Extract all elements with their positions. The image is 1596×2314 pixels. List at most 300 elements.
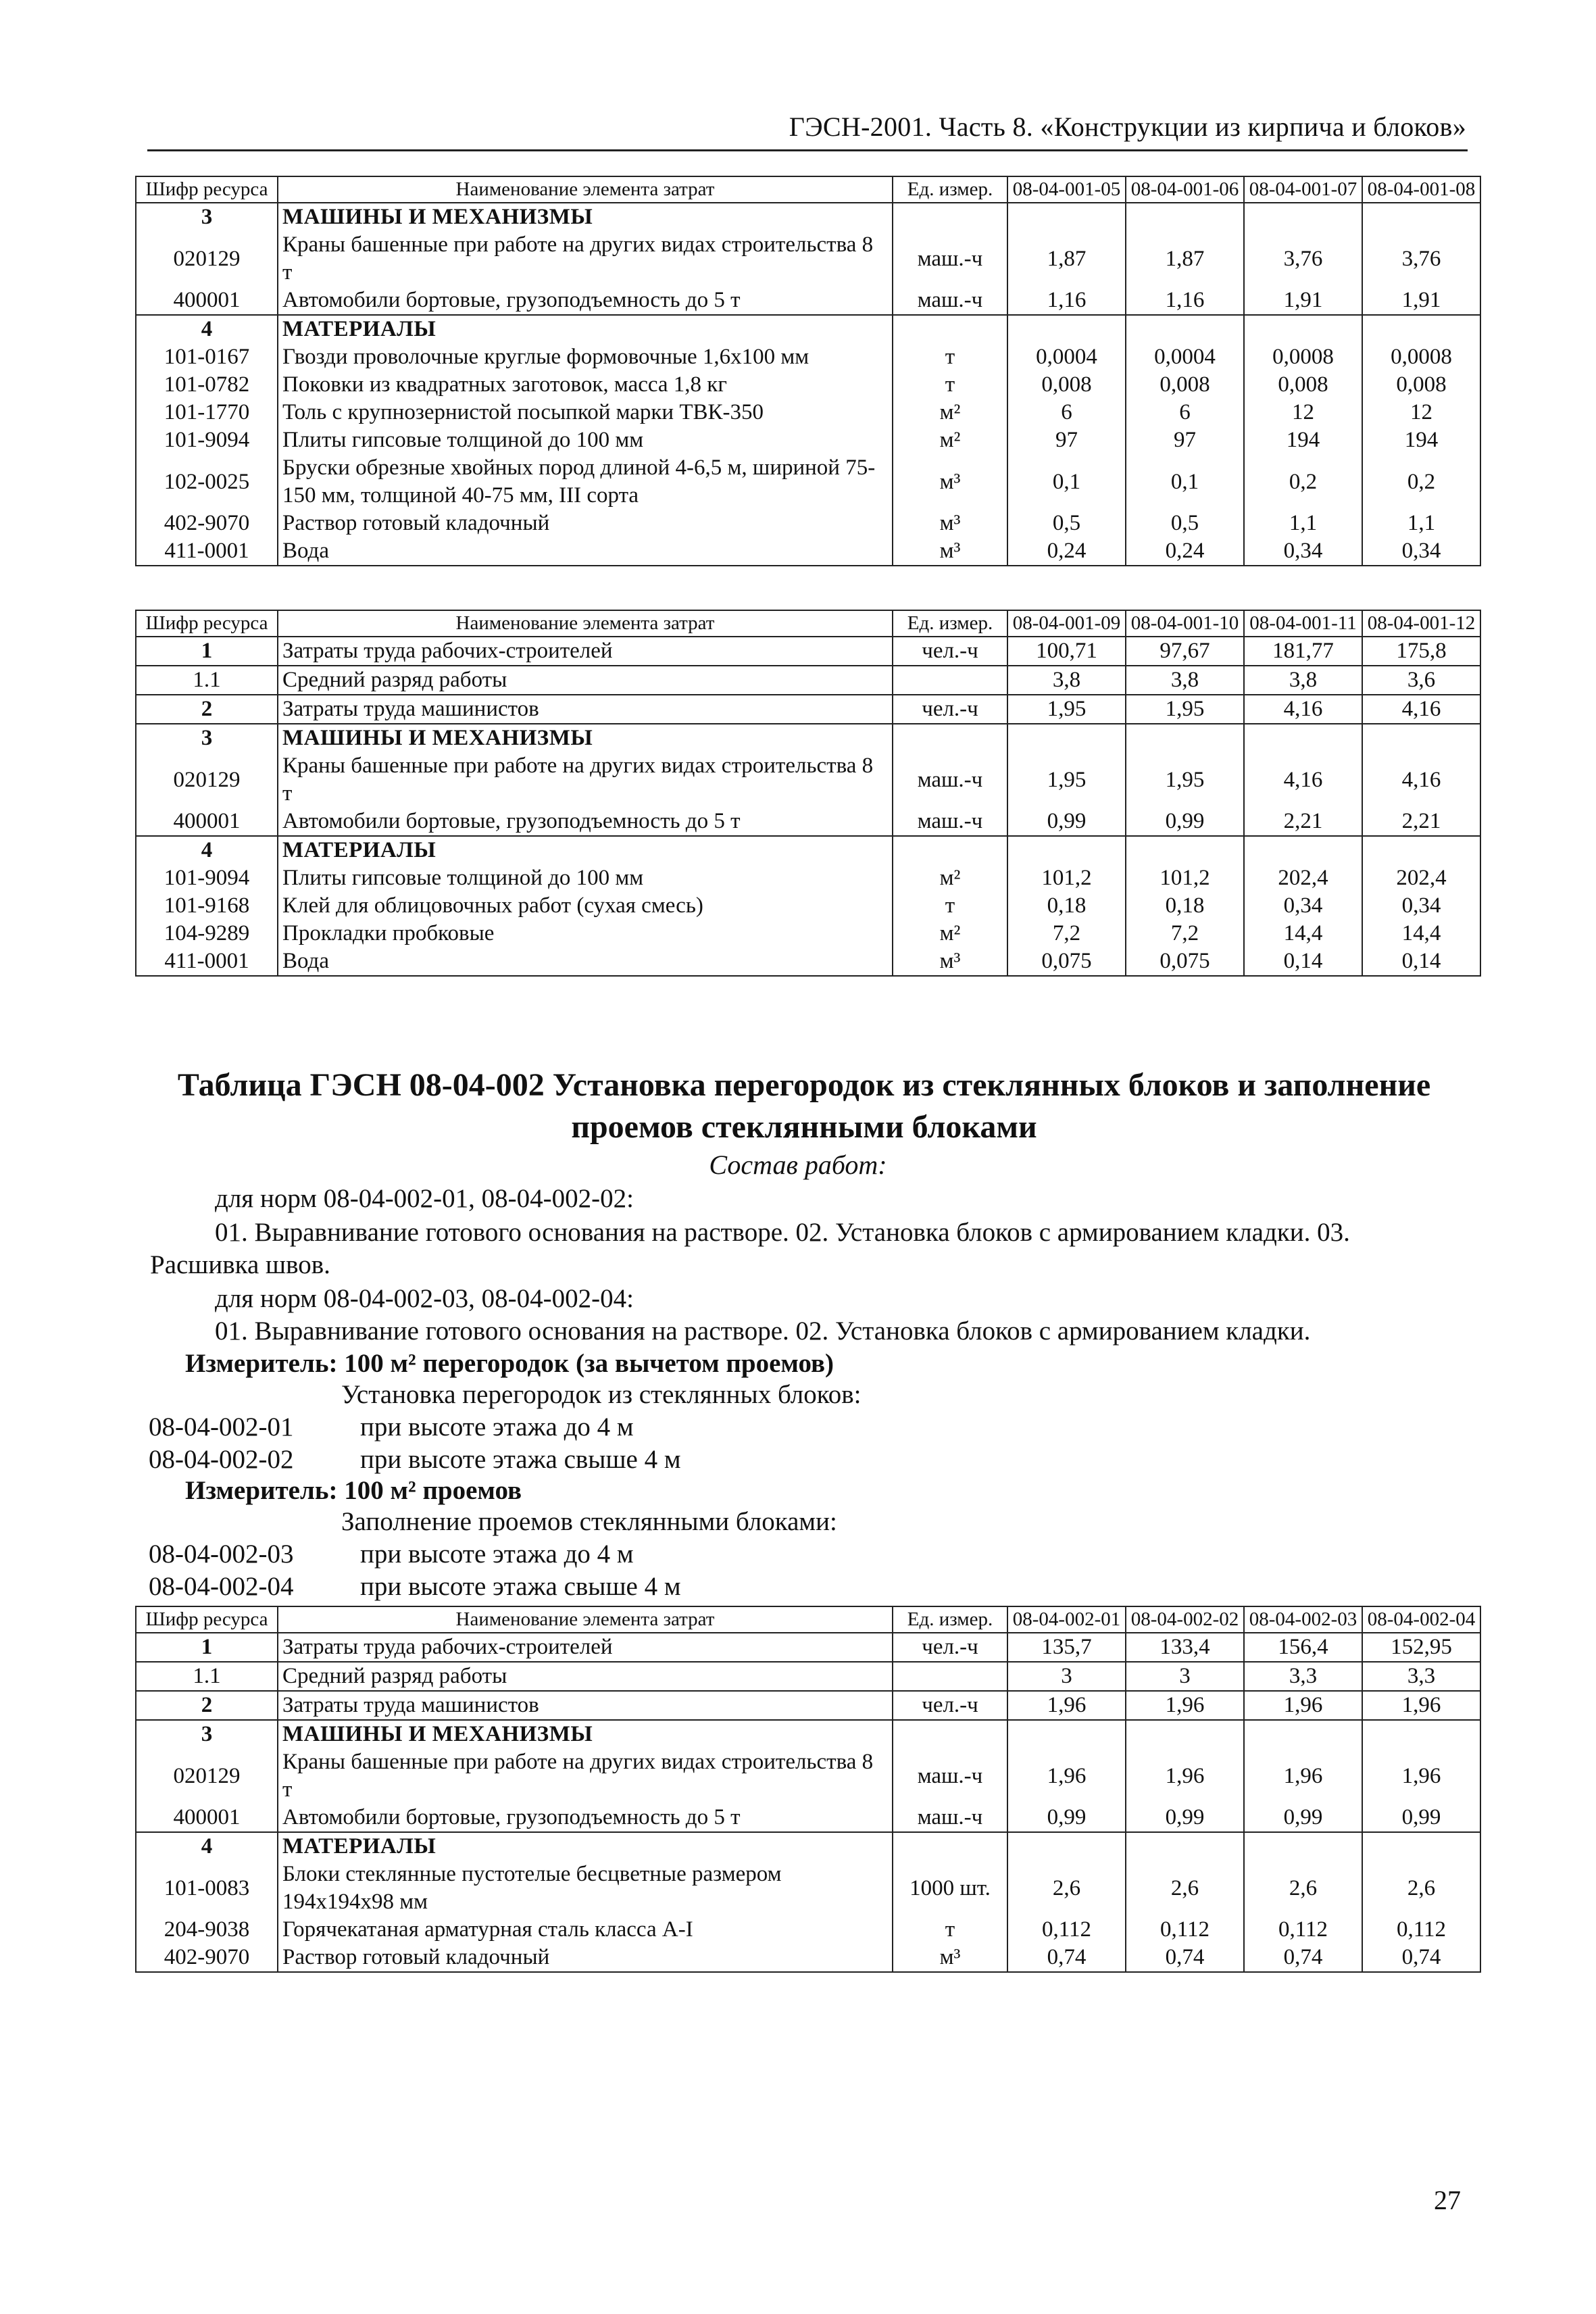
unit (893, 315, 1007, 343)
norm-value: 0,99 (1007, 1804, 1126, 1832)
norm-value: 1,87 (1126, 231, 1244, 287)
header-norm-code: 08-04-001-08 (1362, 176, 1480, 203)
norm-value: 6 (1126, 399, 1244, 426)
resource-code: 1 (136, 637, 278, 666)
norm-value: 2,21 (1362, 808, 1480, 836)
norm-value: 0,24 (1126, 537, 1244, 566)
norm-value: 0,1 (1126, 454, 1244, 510)
table-row (136, 426, 1480, 454)
section-title: МАШИНЫ И МЕХАНИЗМЫ (278, 203, 893, 231)
unit (893, 1720, 1007, 1748)
cost-item-name: Автомобили бортовые, грузоподъемность до 5 т (278, 1804, 893, 1832)
cost-item-name: Блоки стеклянные пустотелые бесцветные размером 194х194х98 мм (278, 1861, 893, 1916)
header-code: Шифр ресурса (136, 176, 278, 203)
norm-value: 0,5 (1126, 510, 1244, 537)
norm-value: 4,16 (1244, 695, 1362, 724)
unit: м³ (893, 454, 1007, 510)
norm-value: 181,77 (1244, 637, 1362, 666)
norm-value (1126, 315, 1244, 343)
norm-value: 0,18 (1007, 892, 1126, 920)
cost-item-name: Автомобили бортовые, грузоподъемность до 5 т (278, 287, 893, 315)
table-row (136, 1662, 1480, 1691)
norm-value: 1,1 (1244, 510, 1362, 537)
resource-code: 411-0001 (136, 537, 278, 566)
unit: м³ (893, 510, 1007, 537)
resource-code: 4 (136, 315, 278, 343)
norm-value (1007, 1720, 1126, 1748)
header-code: Шифр ресурса (136, 1606, 278, 1633)
resource-code: 020129 (136, 1748, 278, 1804)
resource-code: 101-9168 (136, 892, 278, 920)
table-row (136, 864, 1480, 892)
header-norm-code: 08-04-002-04 (1362, 1606, 1480, 1633)
cost-item-name: Автомобили бортовые, грузоподъемность до 5 т (278, 808, 893, 836)
norm-value (1362, 315, 1480, 343)
resource-code: 101-0083 (136, 1861, 278, 1916)
norm-value: 1,87 (1007, 231, 1126, 287)
cost-item-name: Толь с крупнозернистой посыпкой марки ТВК-350 (278, 399, 893, 426)
table-row (136, 287, 1480, 315)
norm-value: 1,96 (1126, 1691, 1244, 1720)
measure-1-text-1: при высоте этажа до 4 м (360, 1412, 634, 1442)
unit (893, 666, 1007, 695)
norm-value (1126, 1832, 1244, 1861)
measure-2-code-2: 08-04-002-04 (149, 1572, 294, 1601)
norm-value (1007, 836, 1126, 864)
norm-value: 0,99 (1007, 808, 1126, 836)
norm-value: 0,99 (1126, 1804, 1244, 1832)
cost-item-name: Горячекатаная арматурная сталь класса А-I (278, 1916, 893, 1944)
resource-code: 204-9038 (136, 1916, 278, 1944)
header-norm-code: 08-04-001-12 (1362, 610, 1480, 637)
page-number: 27 (1434, 2185, 1461, 2215)
table-row (136, 695, 1480, 724)
section-title: МАШИНЫ И МЕХАНИЗМЫ (278, 724, 893, 752)
header-norm-code: 08-04-001-09 (1007, 610, 1126, 637)
norm-value (1126, 724, 1244, 752)
norm-value: 97,67 (1126, 637, 1244, 666)
norm-value (1007, 1832, 1126, 1861)
norm-value: 202,4 (1244, 864, 1362, 892)
resource-code: 411-0001 (136, 947, 278, 976)
norm-value: 0,74 (1244, 1944, 1362, 1972)
norm-value (1244, 724, 1362, 752)
norm-value: 14,4 (1244, 920, 1362, 947)
norm-value: 3,8 (1126, 666, 1244, 695)
norm-value: 101,2 (1126, 864, 1244, 892)
norm-value: 0,99 (1362, 1804, 1480, 1832)
norm-value: 0,075 (1007, 947, 1126, 976)
table-row (136, 454, 1480, 510)
resource-code: 4 (136, 1832, 278, 1861)
header-norm-code: 08-04-001-11 (1244, 610, 1362, 637)
header-code: Шифр ресурса (136, 610, 278, 637)
resource-code: 2 (136, 1691, 278, 1720)
norm-value: 1,96 (1362, 1691, 1480, 1720)
resource-code: 1.1 (136, 666, 278, 695)
norm-value: 0,112 (1126, 1916, 1244, 1944)
norm-value: 2,6 (1126, 1861, 1244, 1916)
table-row (136, 752, 1480, 808)
norm-value: 4,16 (1244, 752, 1362, 808)
table-row (136, 1944, 1480, 1972)
norm-table-1 (135, 176, 1481, 566)
header-name: Наименование элемента затрат (278, 176, 893, 203)
cost-item-name: Затраты труда рабочих-строителей (278, 1633, 893, 1662)
composition-text-1b: Расшивка швов. (150, 1250, 330, 1279)
table-row (136, 371, 1480, 399)
cost-item-name: Краны башенные при работе на других видах строительства 8 т (278, 752, 893, 808)
norm-value: 0,2 (1244, 454, 1362, 510)
norm-value: 97 (1007, 426, 1126, 454)
norm-value: 1,91 (1244, 287, 1362, 315)
table-row (136, 343, 1480, 371)
norm-value: 7,2 (1007, 920, 1126, 947)
section-row (136, 836, 1480, 864)
norm-value: 0,74 (1126, 1944, 1244, 1972)
table-header-row (136, 176, 1480, 203)
norm-value: 3,8 (1244, 666, 1362, 695)
table-row (136, 637, 1480, 666)
unit: м² (893, 920, 1007, 947)
norm-value: 1,96 (1007, 1748, 1126, 1804)
unit (893, 836, 1007, 864)
unit: м² (893, 426, 1007, 454)
unit (893, 1832, 1007, 1861)
norm-value: 2,6 (1007, 1861, 1126, 1916)
norm-value: 3 (1126, 1662, 1244, 1691)
norm-value: 0,0004 (1126, 343, 1244, 371)
header-rule (147, 149, 1468, 151)
composition-text-2: 01. Выравнивание готового основания на растворе. 02. Установка блоков с армированием кладки. (215, 1316, 1311, 1346)
cost-item-name: Раствор готовый кладочный (278, 510, 893, 537)
table-row (136, 947, 1480, 976)
resource-code: 2 (136, 695, 278, 724)
table-row (136, 1916, 1480, 1944)
header-unit: Ед. измер. (893, 610, 1007, 637)
table-row (136, 1633, 1480, 1662)
norm-value: 100,71 (1007, 637, 1126, 666)
norm-value: 0,34 (1244, 892, 1362, 920)
header-name: Наименование элемента затрат (278, 1606, 893, 1633)
cost-item-name: Бруски обрезные хвойных пород длиной 4-6,5 м, шириной 75-150 мм, толщиной 40-75 мм, III сорта (278, 454, 893, 510)
cost-item-name: Прокладки пробковые (278, 920, 893, 947)
norm-value: 3,6 (1362, 666, 1480, 695)
cost-item-name: Краны башенные при работе на других видах строительства 8 т (278, 1748, 893, 1804)
resource-code: 400001 (136, 1804, 278, 1832)
norm-value: 0,112 (1244, 1916, 1362, 1944)
resource-code: 3 (136, 724, 278, 752)
norm-value: 194 (1362, 426, 1480, 454)
resource-code: 101-1770 (136, 399, 278, 426)
unit: т (893, 1916, 1007, 1944)
resource-code: 400001 (136, 808, 278, 836)
norm-value: 7,2 (1126, 920, 1244, 947)
norm-value: 1,1 (1362, 510, 1480, 537)
unit: м² (893, 399, 1007, 426)
cost-item-name: Вода (278, 537, 893, 566)
norm-value: 1,95 (1126, 695, 1244, 724)
norm-value (1244, 203, 1362, 231)
norm-value: 0,008 (1007, 371, 1126, 399)
section-title: МАТЕРИАЛЫ (278, 315, 893, 343)
norm-value: 3,3 (1244, 1662, 1362, 1691)
norm-value (1362, 1832, 1480, 1861)
norm-value: 3,76 (1362, 231, 1480, 287)
norm-value (1007, 203, 1126, 231)
norm-value: 0,0008 (1244, 343, 1362, 371)
resource-code: 102-0025 (136, 454, 278, 510)
header-norm-code: 08-04-002-03 (1244, 1606, 1362, 1633)
unit: т (893, 892, 1007, 920)
unit: чел.-ч (893, 695, 1007, 724)
section-title: МАТЕРИАЛЫ (278, 836, 893, 864)
cost-item-name: Затраты труда машинистов (278, 695, 893, 724)
composition-text-1a: 01. Выравнивание готового основания на растворе. 02. Установка блоков с армированием кладки. 03. (215, 1218, 1350, 1247)
unit: маш.-ч (893, 231, 1007, 287)
table-row (136, 1748, 1480, 1804)
unit: м³ (893, 1944, 1007, 1972)
table-row (136, 920, 1480, 947)
norm-value: 0,008 (1362, 371, 1480, 399)
norm-value: 0,1 (1007, 454, 1126, 510)
section-title: МАШИНЫ И МЕХАНИЗМЫ (278, 1720, 893, 1748)
norm-value: 0,5 (1007, 510, 1126, 537)
norm-value: 133,4 (1126, 1633, 1244, 1662)
unit: маш.-ч (893, 1748, 1007, 1804)
unit: м³ (893, 537, 1007, 566)
norm-value: 0,18 (1126, 892, 1244, 920)
cost-item-name: Средний разряд работы (278, 666, 893, 695)
norm-value (1244, 315, 1362, 343)
table-row (136, 892, 1480, 920)
header-norm-code: 08-04-001-10 (1126, 610, 1244, 637)
norm-value (1007, 315, 1126, 343)
measure-1-text-2: при высоте этажа свыше 4 м (360, 1445, 681, 1474)
norm-value: 135,7 (1007, 1633, 1126, 1662)
norm-value: 2,6 (1362, 1861, 1480, 1916)
table-row (136, 399, 1480, 426)
cost-item-name: Гвозди проволочные круглые формовочные 1,6х100 мм (278, 343, 893, 371)
section-row (136, 315, 1480, 343)
norm-value: 202,4 (1362, 864, 1480, 892)
norm-value: 97 (1126, 426, 1244, 454)
norm-value: 4,16 (1362, 695, 1480, 724)
norm-value: 12 (1362, 399, 1480, 426)
norm-value: 6 (1007, 399, 1126, 426)
section-title: МАТЕРИАЛЫ (278, 1832, 893, 1861)
norm-value: 2,6 (1244, 1861, 1362, 1916)
measure-2-text-2: при высоте этажа свыше 4 м (360, 1572, 681, 1601)
section-row (136, 203, 1480, 231)
section-row (136, 724, 1480, 752)
unit: м² (893, 864, 1007, 892)
norm-value (1362, 1720, 1480, 1748)
norm-value: 0,008 (1126, 371, 1244, 399)
norm-value (1126, 836, 1244, 864)
norm-value: 0,14 (1362, 947, 1480, 976)
section-row (136, 1720, 1480, 1748)
norm-value: 0,99 (1244, 1804, 1362, 1832)
table-row (136, 510, 1480, 537)
table-header-row (136, 610, 1480, 637)
resource-code: 402-9070 (136, 510, 278, 537)
unit: маш.-ч (893, 1804, 1007, 1832)
table-row (136, 1691, 1480, 1720)
cost-item-name: Поковки из квадратных заготовок, масса 1,8 кг (278, 371, 893, 399)
norm-value (1007, 724, 1126, 752)
norm-value: 0,2 (1362, 454, 1480, 510)
norm-value (1244, 1832, 1362, 1861)
norm-value: 14,4 (1362, 920, 1480, 947)
measure-2: Измеритель: 100 м² проемов (185, 1476, 522, 1505)
unit: 1000 шт. (893, 1861, 1007, 1916)
norm-value: 175,8 (1362, 637, 1480, 666)
cost-item-name: Раствор готовый кладочный (278, 1944, 893, 1972)
norm-value (1244, 836, 1362, 864)
cost-item-name: Краны башенные при работе на других видах строительства 8 т (278, 231, 893, 287)
resource-code: 1 (136, 1633, 278, 1662)
norm-value: 0,99 (1126, 808, 1244, 836)
header-unit: Ед. измер. (893, 176, 1007, 203)
norm-value: 3,76 (1244, 231, 1362, 287)
resource-code: 3 (136, 203, 278, 231)
measure-2-code-1: 08-04-002-03 (149, 1540, 294, 1569)
header-unit: Ед. измер. (893, 1606, 1007, 1633)
unit: т (893, 371, 1007, 399)
norm-value (1362, 836, 1480, 864)
norm-value: 0,008 (1244, 371, 1362, 399)
norm-value: 1,95 (1126, 752, 1244, 808)
resource-code: 101-9094 (136, 864, 278, 892)
norm-value: 101,2 (1007, 864, 1126, 892)
measure-1-code-2: 08-04-002-02 (149, 1445, 294, 1474)
resource-code: 1.1 (136, 1662, 278, 1691)
measure-2-group: Заполнение проемов стеклянными блоками: (341, 1507, 837, 1536)
resource-code: 020129 (136, 231, 278, 287)
norm-value: 1,16 (1126, 287, 1244, 315)
cost-item-name: Плиты гипсовые толщиной до 100 мм (278, 864, 893, 892)
cost-item-name: Затраты труда рабочих-строителей (278, 637, 893, 666)
norm-value (1244, 1720, 1362, 1748)
header-norm-code: 08-04-002-01 (1007, 1606, 1126, 1633)
norm-value: 156,4 (1244, 1633, 1362, 1662)
norm-value: 3,3 (1362, 1662, 1480, 1691)
norm-value: 1,96 (1244, 1691, 1362, 1720)
norm-value: 0,24 (1007, 537, 1126, 566)
unit (893, 724, 1007, 752)
norm-value: 0,075 (1126, 947, 1244, 976)
table-row (136, 231, 1480, 287)
unit: маш.-ч (893, 808, 1007, 836)
table-row (136, 808, 1480, 836)
resource-code: 3 (136, 1720, 278, 1748)
norm-value: 1,96 (1362, 1748, 1480, 1804)
cost-item-name: Клей для облицовочных работ (сухая смесь) (278, 892, 893, 920)
header-name: Наименование элемента затрат (278, 610, 893, 637)
resource-code: 400001 (136, 287, 278, 315)
resource-code: 104-9289 (136, 920, 278, 947)
norm-value (1126, 1720, 1244, 1748)
norm-value (1126, 203, 1244, 231)
table-row (136, 666, 1480, 695)
cost-item-name: Затраты труда машинистов (278, 1691, 893, 1720)
norm-value: 2,21 (1244, 808, 1362, 836)
norm-value: 0,14 (1244, 947, 1362, 976)
norm-value: 0,34 (1362, 537, 1480, 566)
norm-value: 1,91 (1362, 287, 1480, 315)
resource-code: 402-9070 (136, 1944, 278, 1972)
header-norm-code: 08-04-001-05 (1007, 176, 1126, 203)
norm-value: 1,95 (1007, 695, 1126, 724)
unit: маш.-ч (893, 752, 1007, 808)
header-norm-code: 08-04-001-07 (1244, 176, 1362, 203)
table-row (136, 1861, 1480, 1916)
section-row (136, 1832, 1480, 1861)
cost-item-name: Плиты гипсовые толщиной до 100 мм (278, 426, 893, 454)
norm-value: 152,95 (1362, 1633, 1480, 1662)
norm-table-3 (135, 1606, 1481, 1973)
resource-code: 4 (136, 836, 278, 864)
norm-value: 0,0008 (1362, 343, 1480, 371)
unit: чел.-ч (893, 637, 1007, 666)
norm-value: 0,0004 (1007, 343, 1126, 371)
for-norms-2: для норм 08-04-002-03, 08-04-002-04: (215, 1284, 634, 1313)
unit: маш.-ч (893, 287, 1007, 315)
measure-1: Измеритель: 100 м² перегородок (за вычетом проемов) (185, 1349, 834, 1378)
table-row (136, 1804, 1480, 1832)
measure-1-group: Установка перегородок из стеклянных блоков: (341, 1380, 862, 1409)
norm-value: 0,112 (1007, 1916, 1126, 1944)
unit: м³ (893, 947, 1007, 976)
unit: чел.-ч (893, 1633, 1007, 1662)
cost-item-name: Средний разряд работы (278, 1662, 893, 1691)
cost-item-name: Вода (278, 947, 893, 976)
unit: чел.-ч (893, 1691, 1007, 1720)
norm-value: 1,96 (1244, 1748, 1362, 1804)
unit (893, 203, 1007, 231)
norm-value: 0,74 (1007, 1944, 1126, 1972)
norm-value: 194 (1244, 426, 1362, 454)
resource-code: 101-9094 (136, 426, 278, 454)
norm-value (1362, 724, 1480, 752)
table-row (136, 537, 1480, 566)
unit (893, 1662, 1007, 1691)
norm-value: 0,34 (1244, 537, 1362, 566)
measure-2-text-1: при высоте этажа до 4 м (360, 1540, 634, 1569)
norm-value: 1,16 (1007, 287, 1126, 315)
norm-value: 0,112 (1362, 1916, 1480, 1944)
norm-value: 1,95 (1007, 752, 1126, 808)
running-header: ГЭСН-2001. Часть 8. «Конструкции из кирпича и блоков» (789, 112, 1466, 142)
table-header-row (136, 1606, 1480, 1633)
norm-value (1362, 203, 1480, 231)
norm-value: 3 (1007, 1662, 1126, 1691)
for-norms-1: для норм 08-04-002-01, 08-04-002-02: (215, 1184, 634, 1213)
resource-code: 101-0782 (136, 371, 278, 399)
norm-table-2 (135, 610, 1481, 977)
norm-value: 0,74 (1362, 1944, 1480, 1972)
section-title: Таблица ГЭСН 08-04-002 Установка перегородок из стеклянных блоков и заполнение проемов стеклянными блоками (177, 1067, 1431, 1145)
resource-code: 020129 (136, 752, 278, 808)
norm-value: 0,34 (1362, 892, 1480, 920)
norm-value: 1,96 (1126, 1748, 1244, 1804)
header-norm-code: 08-04-001-06 (1126, 176, 1244, 203)
measure-1-code-1: 08-04-002-01 (149, 1412, 294, 1442)
norm-value: 1,96 (1007, 1691, 1126, 1720)
resource-code: 101-0167 (136, 343, 278, 371)
norm-value: 3,8 (1007, 666, 1126, 695)
